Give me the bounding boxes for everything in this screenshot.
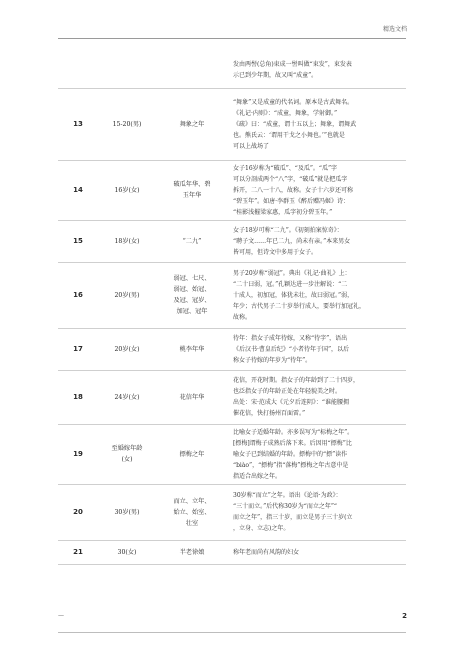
row-age: 24岁(女) [114, 393, 140, 401]
row-description-cell [233, 424, 398, 484]
row-age-cell [98, 262, 156, 328]
row-number-cell [58, 88, 98, 160]
row-term: 花信年华 [179, 393, 205, 401]
page-header-title: 精选文档 [382, 26, 407, 33]
row-description-cell [233, 540, 398, 564]
row-age: 15-20(男) [112, 120, 142, 128]
row-term-cell [156, 88, 228, 160]
row-age-cell [98, 220, 156, 262]
row-term: 舞象之年 [179, 120, 205, 128]
row-age: 20岁(男) [114, 291, 140, 299]
row-term: 半老徐娘 [179, 548, 205, 556]
row-number: 21 [73, 547, 83, 556]
row-age: 至婚嫁年龄 (女) [111, 445, 143, 463]
row-age-cell [98, 540, 156, 564]
row-description: 花信，开花时期。指女子的年龄到了二十四岁， 也泛指女子的年龄正处在年轻貌美之时。 出处：宋·范成大《元夕后连阴》：“谁能腰拥 催花信，快打扬州百面雷。” [233, 377, 360, 417]
row-number-cell [58, 52, 98, 88]
row-description: 30岁称“而立”之年。语出《论语·为政》： “三十而立。”后代称30岁为“而立之年”“ 而立之年”，指三十岁，而立是男子三十岁(立 ，立身、立志)之年。 [233, 492, 353, 532]
row-description-cell [233, 328, 398, 370]
row-term-cell [156, 52, 228, 88]
row-number-cell [58, 262, 98, 328]
table-row [58, 484, 406, 541]
row-number-cell [58, 484, 98, 540]
row-term: 桃李年华 [179, 345, 205, 353]
row-term: “二九” [182, 237, 202, 245]
row-number-cell [58, 160, 98, 220]
row-description: 男子20岁称“弱冠”。典出《礼记·曲礼》上： “二十曰弱，冠。”孔颖达进一步注解说：“二 十成人，初加冠，体犹未壮，故曰弱冠。”弱， 年少；古代男子二十岁举行成人，要举行加冠礼， 故称。 [233, 269, 366, 321]
row-age-cell [98, 370, 156, 424]
row-age-cell [98, 484, 156, 540]
row-number: 16 [73, 290, 83, 299]
row-description: 女子16岁称为“破瓜”、“及瓜”。“瓜”字 可以分剖成两个“八”字，“破瓜”就是把瓜字 拆开，二八一十八，故称。女子十六岁还可称 “碧玉年”。如唐·李群玉《醉后赠冯姬》诗： “桂影浅摧梁家惠，瓜字初分碧玉年。” [233, 164, 354, 216]
row-number: 14 [73, 185, 83, 194]
row-number-cell [58, 370, 98, 424]
row-term-cell [156, 370, 228, 424]
row-description: 称年老而尚有风韵的妇女 [233, 548, 300, 556]
row-term-cell [156, 160, 228, 220]
row-number-cell [58, 540, 98, 564]
footer-mark: — [58, 612, 64, 619]
row-term-cell [156, 220, 228, 262]
footer-divider [58, 632, 406, 633]
table-row [58, 328, 406, 371]
row-description: 发由两髻(总角)束成一髻叫做“束发”，束发表 示已到少年期，故又叫“成童”。 [233, 61, 352, 79]
row-description: 女子18岁可称“二九”。《初刻拍案惊奇》： “聘子文……年已二九，尚未有亲。”本来男女 皆可用，但诗文中多用于女子。 [233, 226, 351, 256]
row-term-cell [156, 540, 228, 564]
row-number: 15 [73, 236, 83, 245]
row-number: 13 [73, 119, 83, 128]
table-row [58, 424, 406, 485]
row-age-cell [98, 160, 156, 220]
row-term-cell [156, 262, 228, 328]
table-row [58, 220, 406, 263]
row-description: “舞象”又是成童的代名词。原本是古武舞名。 《礼记·内则》：“成童，舞象，学射御。” 《疏》曰：“成童，谓十五以上；舞象，谓舞武 也。熊氏云：‘谓用干戈之小舞也。’”也就是 可以上战场了 [233, 98, 357, 150]
row-description-cell [233, 160, 398, 220]
row-term-cell [156, 424, 228, 484]
table-row [58, 88, 406, 161]
table-row [58, 52, 406, 89]
row-term: 摽梅之年 [179, 450, 205, 458]
row-age: 30岁(男) [114, 508, 140, 516]
header-divider [58, 38, 406, 39]
row-term-cell [156, 484, 228, 540]
row-description: 比喻女子适婚年龄。亦多误写为“标梅之年”。 [摽梅]谓梅子成熟后落下来。后因用“摽梅”比 喻女子已到结婚的年龄。摽梅中的“摽”读作 “biào”，“摽梅”指“落梅”摽梅之年古意中是 指适合出嫁之年。 [233, 428, 354, 480]
row-description-cell [233, 220, 398, 262]
row-age: 18岁(女) [114, 237, 140, 245]
row-description-cell [233, 52, 398, 88]
row-age-cell [98, 52, 156, 88]
row-number: 18 [73, 392, 83, 401]
row-number-cell [58, 220, 98, 262]
row-description-cell [233, 484, 398, 540]
row-term: 而立、立年、 始立、始室、 壮室 [173, 497, 211, 527]
row-number: 20 [73, 507, 83, 516]
row-age-cell [98, 88, 156, 160]
row-description-cell [233, 262, 398, 328]
table-row [58, 540, 406, 565]
table-row [58, 160, 406, 221]
page-number: 2 [402, 612, 407, 620]
row-description-cell [233, 88, 398, 160]
row-age: 20岁(女) [114, 345, 140, 353]
row-description: 待年：指女子成年待嫁，又称“待字”，语出 《后汉书·曹皇后纪》“小者待年于国”，以后 称女子待嫁的年岁为“待年”。 [233, 334, 350, 364]
row-term: 弱冠、七尺、 弱冠、始冠、 及冠、冠岁、 加冠、冠年 [173, 275, 211, 315]
table-row [58, 370, 406, 425]
row-age-cell [98, 424, 156, 484]
row-age-cell [98, 328, 156, 370]
row-number: 17 [73, 344, 83, 353]
row-number: 19 [73, 449, 83, 458]
row-number-cell [58, 424, 98, 484]
table-row [58, 262, 406, 329]
row-term: 破瓜年华、碧 玉年华 [173, 181, 211, 199]
row-term-cell [156, 328, 228, 370]
row-description-cell [233, 370, 398, 424]
age-terms-table [58, 52, 406, 564]
row-number-cell [58, 328, 98, 370]
row-age: 30(女) [117, 548, 137, 556]
row-age: 16岁(女) [114, 186, 140, 194]
